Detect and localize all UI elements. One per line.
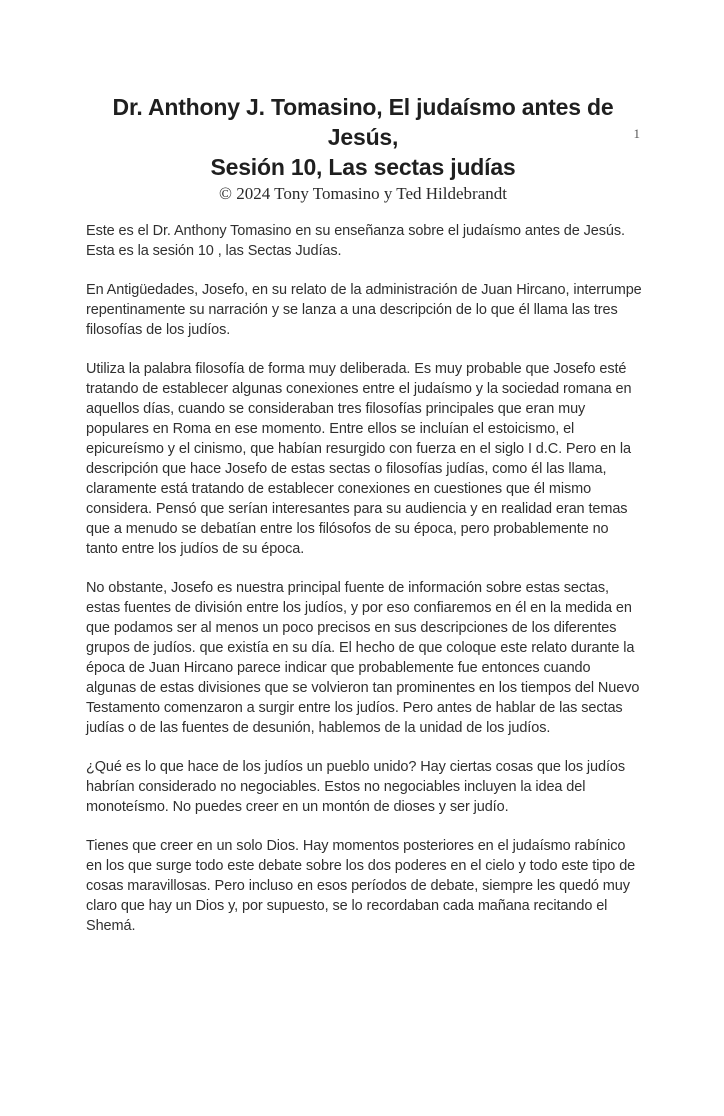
paragraph-intro: Este es el Dr. Anthony Tomasino en su enseñanza sobre el judaísmo antes de Jesús. Esta es la sesión 10 , las Sectas Judías. <box>86 223 625 259</box>
document-body <box>86 221 642 936</box>
copyright-line: © 2024 Tony Tomasino y Ted Hildebrandt <box>219 184 507 203</box>
paragraph-one-god: Tienes que creer en un solo Dios. Hay momentos posteriores en el judaísmo rabínico en los que surge todo este debate sobre los dos poderes en el cielo y todo este tipo de cosas maravillosas. Pero incluso en esos períodos de debate, siempre les quedó muy claro que hay un Dios y, por supuesto, se lo recordaban cada mañana recitando el Shemá. <box>86 838 636 934</box>
page-number: 1 <box>633 126 640 141</box>
document-page <box>0 92 724 1116</box>
paragraph-josephus-source: No obstante, Josefo es nuestra principal fuente de información sobre estas sectas, estas fuentes de división entre los judíos, y por eso confiaremos en él en la medida en que podamos ser al menos un poco precisos en sus descripciones de los diferentes grupos de judíos. que existía en su día. El hecho de que coloque este relato durante la época de Juan Hircano parece indicar que probablemente fue entonces cuando algunas de estas divisiones que se volvieron tan prominentes en los tiempos del Nuevo Testamento comenzaron a surgir entre los judíos. Pero antes de hablar de las sectas judías o de las fuentes de desunión, hablemos de la unidad de los judíos. <box>86 580 640 736</box>
paragraph-antiquities: En Antigüedades, Josefo, en su relato de la administración de Juan Hircano, interrumpe repentinamente su narración y se lanza a una descripción de lo que él llama las tres filosofías de los judíos. <box>86 282 642 338</box>
paragraph-philosophy: Utiliza la palabra filosofía de forma muy deliberada. Es muy probable que Josefo esté tratando de establecer algunas conexiones entre el judaísmo y la sociedad romana en aquellos días, cuando se consideraban tres filosofías principales que eran muy populares en Roma en ese momento. Entre ellos se incluían el estoicismo, el epicureísmo y el cinismo, que habían resurgido con fuerza en el siglo I d.C. Pero en la descripción que hace Josefo de estas sectas o filosofías judías, como él las llama, claramente está tratando de establecer conexiones en cuestiones que él mismo considera. Pensó que serían interesantes para su audiencia y en realidad eran temas que a menudo se debatían entre los filósofos de su época, pero probablemente no tanto entre los judíos de su época. <box>86 361 632 557</box>
document-subtitle: Sesión 10, Las sectas judías <box>210 154 516 180</box>
document-header <box>86 92 640 204</box>
document-title: Dr. Anthony J. Tomasino, El judaísmo antes de Jesús, <box>112 94 614 150</box>
paragraph-unity: ¿Qué es lo que hace de los judíos un pueblo unido? Hay ciertas cosas que los judíos habrían considerado no negociables. Estos no negociables incluyen la idea del monoteísmo. No puedes creer en un montón de dioses y ser judío. <box>86 759 626 815</box>
